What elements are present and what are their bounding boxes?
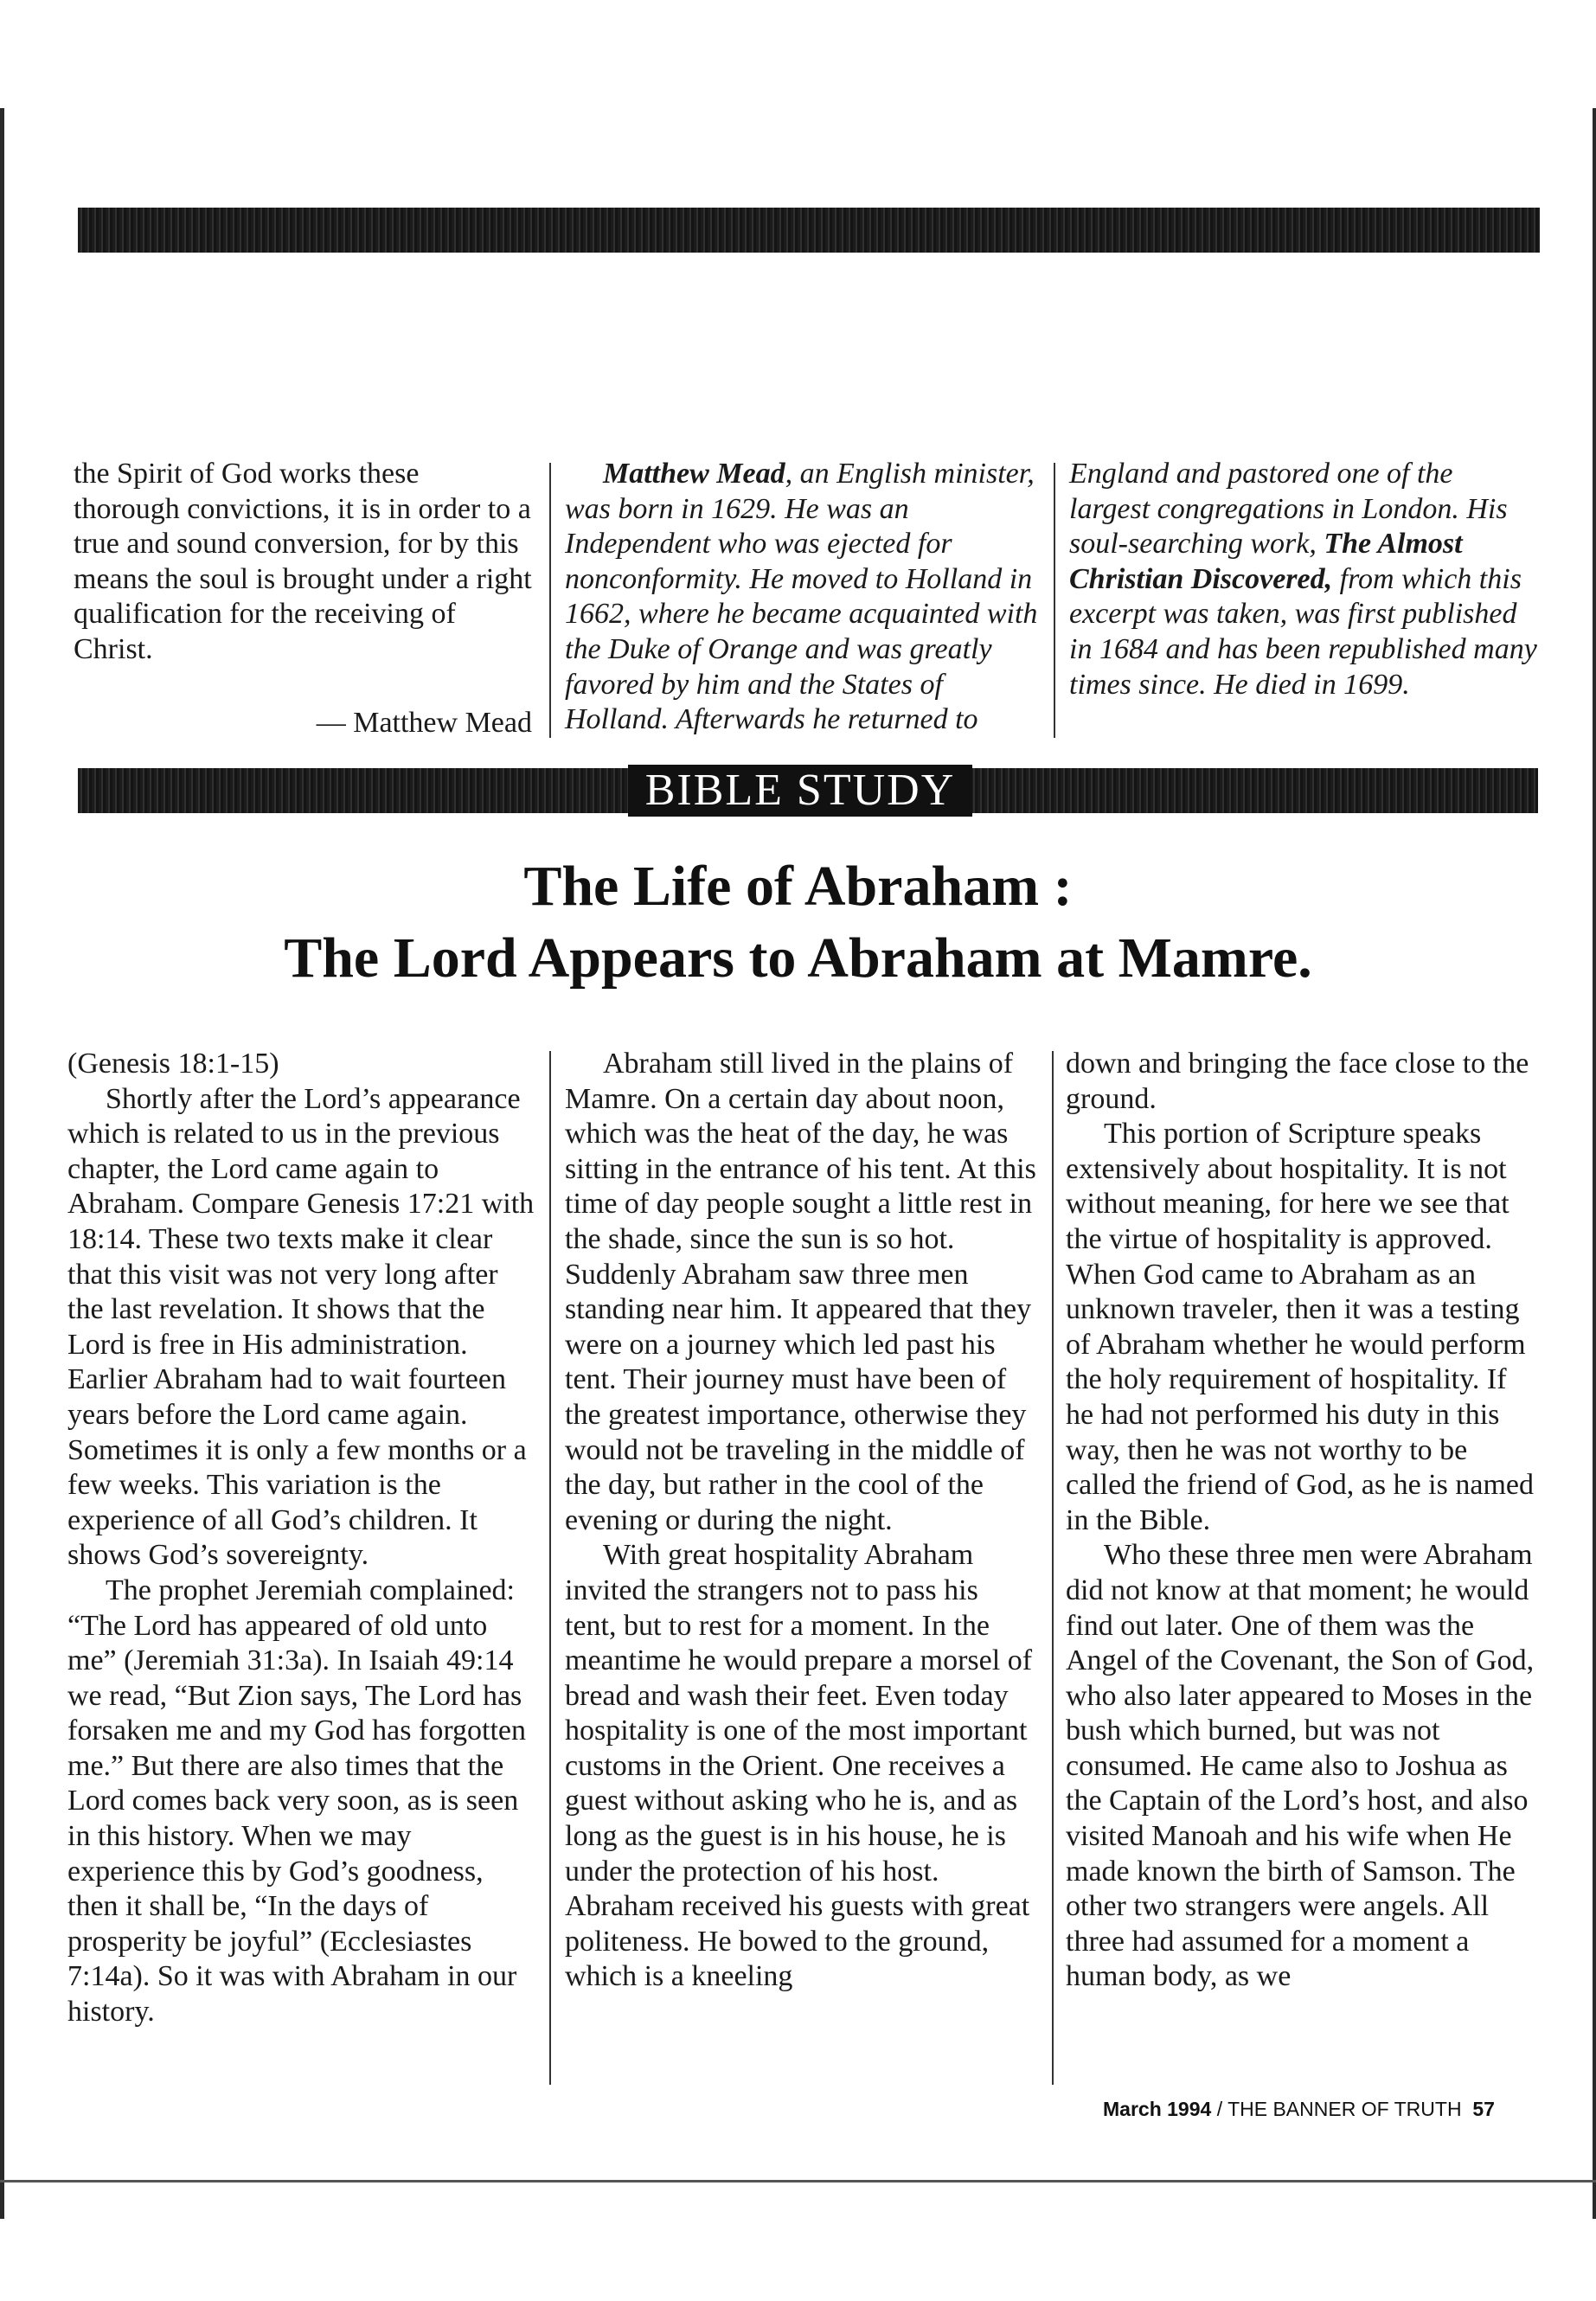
article-paragraph: The prophet Jeremiah complained: “The Lord has appeared of old unto me” (Jeremiah 31:3a). In Isaiah 49:14 we read, “But Zion says, The Lord has forsaken me and my God has forgotten me.” But there are also times that the Lord comes back very soon, as is seen in this history. When we may experience this by God’s goodness, then it shall be, “In the days of prosperity be joyful” (Ecclesiastes 7:14a). So it was with Abraham in our history. xyxy=(67,1574,527,2029)
article-paragraph: Who these three men were Abraham did not know at that moment; he would find out later. One of them was the Angel of the Covenant, the Son of God, who also later appeared to Moses in the bush which burned, but was not consumed. He came also to Joshua as the Captain of the Lord’s host, and also visited Manoah and his wife when He made known the birth of Samson. The other two strangers were angels. All three had assumed for a moment a human body, as we xyxy=(1066,1539,1535,1993)
article-column-1 xyxy=(67,1047,535,2030)
article-paragraph: Abraham still lived in the plains of Mamre. On a certain day about noon, which was the heat of the day, he was sitting in the entrance of his tent. At this time of day people sought a little rest in the shade, since the sun is so hot. Suddenly Abraham saw three men standing near him. It appeared that they were on a journey which led past his tent. Their journey must have been of the greatest importance, otherwise they would not be traveling in the middle of the day, but rather in the cool of the evening or during the night. xyxy=(565,1048,1036,1536)
quote-end-column xyxy=(74,457,532,740)
article-paragraph: This portion of Scripture speaks extensively about hospitality. It is not without meaning, for here we see that the virtue of hospitality is approved. When God came to Abraham as an unknown traveler, then it was a testing of Abraham whether he would perform the holy requirement of hospitality. If he had not performed his duty in this way, then he was not worthy to be called the friend of God, as he is named in the Bible. xyxy=(1066,1118,1534,1536)
page-number: 57 xyxy=(1472,2098,1495,2120)
top-decorative-band xyxy=(78,208,1540,253)
author-bio-text: , an English minister, was born in 1629. He was an Independent who was ejected for nonconformity. He moved to Holland in 1662, where he became acquainted with the Duke of Orange and was greatly favored by him and the States of Holland. Afterwards he returned to xyxy=(565,458,1038,736)
quote-text: the Spirit of God works these thorough convictions, it is in order to a true and sound conversion, for by this means the soul is brought under a right qualification for the receiving of Christ. xyxy=(74,458,532,665)
author-bio-column-1 xyxy=(565,457,1042,738)
scan-edge-right xyxy=(1593,108,1596,2219)
article-title-line-1: The Life of Abraham : xyxy=(523,855,1073,918)
article-title-line-2: The Lord Appears to Abraham at Mamre. xyxy=(284,926,1312,990)
article-paragraph: With great hospitality Abraham invited the strangers not to pass his tent, but to rest for a moment. In the meantime he would prepare a morsel of bread and wash their feet. Even today hospitality is one of the most important customs in the Orient. One receives a guest without asking who he is, and as long as the guest is in his house, he is under the protection of his host. Abraham received his guests with great politeness. He bowed to the ground, which is a kneeling xyxy=(565,1539,1033,1993)
scan-edge-bottom xyxy=(0,2180,1596,2182)
book-title: The Almost Christian Discovered, xyxy=(1069,528,1463,595)
column-rule xyxy=(549,463,551,738)
author-name: Matthew Mead xyxy=(603,458,785,490)
page-footer xyxy=(1103,2098,1535,2121)
author-bio-text-end: from which this excerpt was taken, was first published in 1684 and has been republished many times since. He died in 1699. xyxy=(1069,562,1537,701)
article-paragraph: down and bringing the face close to the ground. xyxy=(1066,1048,1529,1115)
author-bio-text-continued: England and pastored one of the largest congregations in London. His soul-searching work, xyxy=(1069,458,1508,561)
column-rule xyxy=(549,1051,551,2085)
article-paragraph: Shortly after the Lord’s appearance which is related to us in the previous chapter, the Lord came again to Abraham. Compare Genesis 17:21 with 18:14. These two texts make it clear that this visit was not very long after the last revelation. It shows that the Lord is free in His administration. Earlier Abraham had to wait fourteen years before the Lord came again. Sometimes it is only a few months or a few weeks. This variation is the experience of all God’s children. It shows God’s sovereignty. xyxy=(67,1082,535,1572)
footer-separator: / xyxy=(1211,2098,1228,2120)
column-rule xyxy=(1052,1051,1054,2085)
issue-date: March 1994 xyxy=(1103,2098,1212,2120)
column-rule xyxy=(1054,463,1055,738)
publication-name: THE BANNER OF TRUTH xyxy=(1227,2098,1462,2120)
author-bio-column-2 xyxy=(1069,457,1541,702)
article-column-3 xyxy=(1066,1047,1542,1995)
scripture-reference: (Genesis 18:1-15) xyxy=(67,1048,279,1080)
quote-attribution: — Matthew Mead xyxy=(316,706,532,739)
article-column-2 xyxy=(565,1047,1036,1995)
scan-edge-left xyxy=(0,108,4,2219)
section-label: BIBLE STUDY xyxy=(628,765,972,817)
